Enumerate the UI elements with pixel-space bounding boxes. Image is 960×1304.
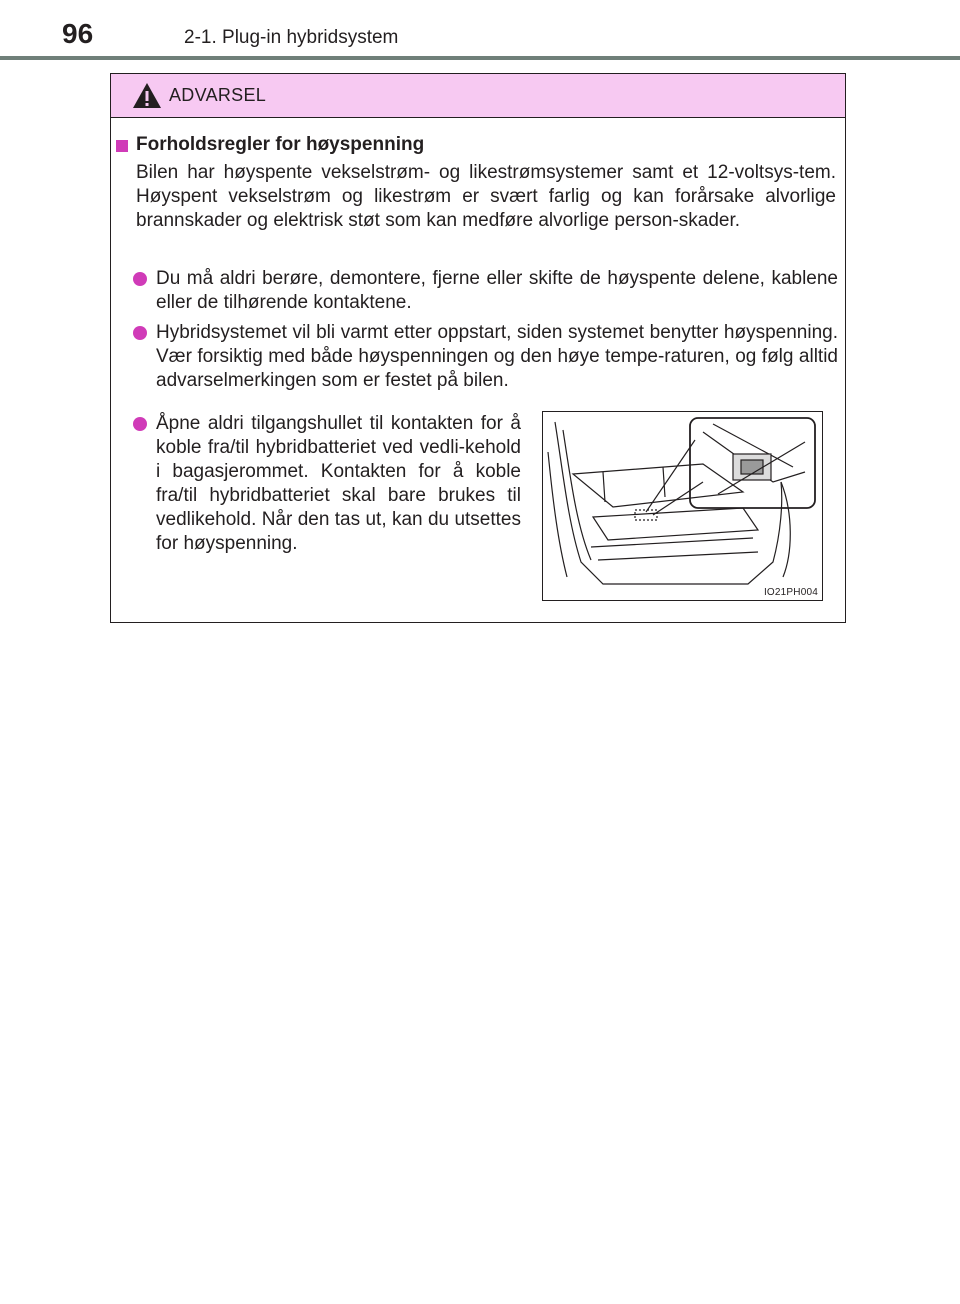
warning-header xyxy=(111,74,845,118)
car-trunk-drawing xyxy=(543,412,822,600)
bullet-item: Hybridsystemet vil bli varmt etter oppstart, siden systemet benytter høyspenning. Vær forsiktig med både høyspenningen og den høye tempe-raturen, og følg alltid advarselmerkingen som er festet på bilen. xyxy=(156,322,838,391)
bullet-item: Du må aldri berøre, demontere, fjerne eller skifte de høyspente delene, kablene eller de tilhørende kontaktene. xyxy=(156,268,838,313)
warning-box xyxy=(110,73,846,623)
section-square-bullet xyxy=(116,140,128,152)
section-heading: Forholdsregler for høyspenning xyxy=(136,134,425,155)
page-number: 96 xyxy=(62,18,94,49)
warning-triangle-icon xyxy=(132,82,162,109)
luggage-compartment-illustration xyxy=(542,411,823,601)
header-divider xyxy=(0,56,960,60)
bullet-dot xyxy=(133,326,147,340)
bullet-dot xyxy=(133,272,147,286)
warning-label: ADVARSEL xyxy=(169,85,267,105)
figure-code: IO21PH004 xyxy=(763,587,818,598)
intro-paragraph: Bilen har høyspente vekselstrøm- og likestrømsystemer samt et 12-voltsys-tem. Høyspent vekselstrøm og likestrøm er svært farlig og kan forårsake alvorlige brannskader og elektrisk støt som kan medføre alvorlige person-skader. xyxy=(136,162,836,231)
bullet-item: Åpne aldri tilgangshullet til kontakten for å koble fra/til hybridbatteriet ved vedli-kehold i bagasjerommet. Kontakten for å koble fra/til hybridbatteriet skal bare brukes til vedlikehold. Når den tas ut, kan du utsettes for høyspenning. xyxy=(156,413,521,554)
section-title: 2-1. Plug-in hybridsystem xyxy=(184,27,399,48)
bullet-dot xyxy=(133,417,147,431)
